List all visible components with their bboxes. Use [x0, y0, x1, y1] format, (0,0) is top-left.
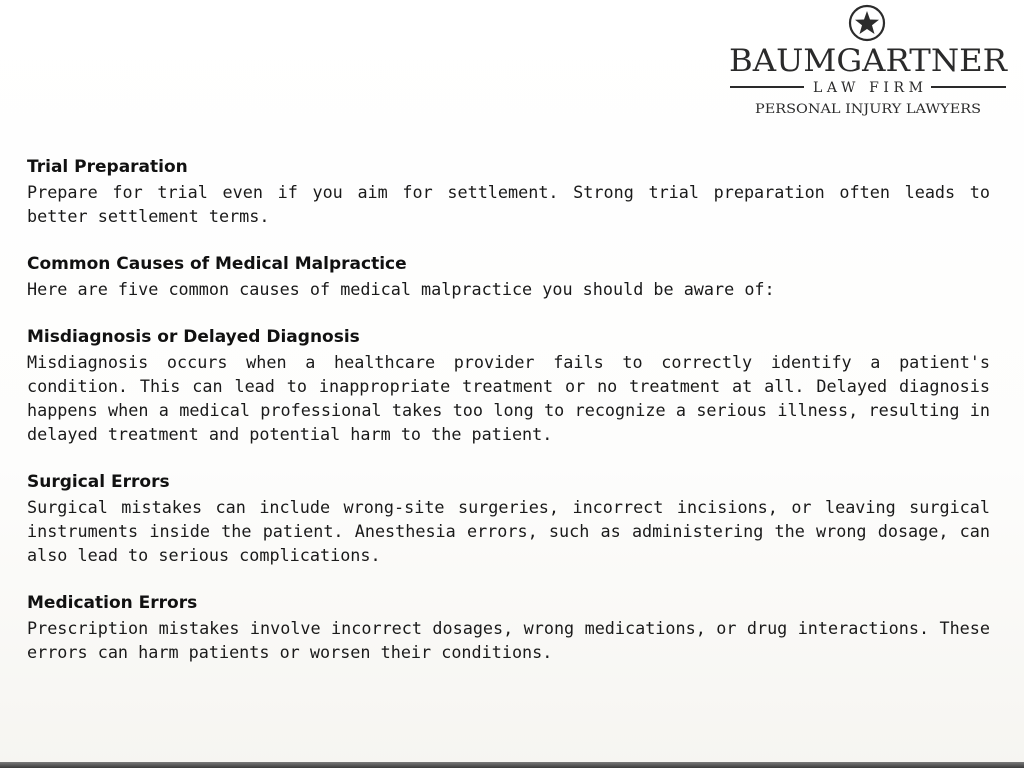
document-content [27, 155, 990, 688]
logo-subtitle: LAW FIRM [813, 80, 923, 96]
logo-tagline: PERSONAL INJURY LAWYERS [755, 102, 981, 117]
star-emblem-icon [850, 6, 884, 40]
section-heading: Medication Errors [27, 593, 198, 613]
section-heading: Surgical Errors [27, 472, 170, 492]
section-body: Misdiagnosis occurs when a healthcare provider fails to correctly identify a patient's condition. This can lead to inappropriate treatment or no treatment at all. Delayed diagnosis happens when a medical professional takes too long to recognize a serious illness, resulting in delayed treatment and potential harm to the patient. [27, 352, 990, 444]
section-misdiagnosis [27, 325, 990, 446]
section-common-causes [27, 252, 990, 301]
section-body: Prepare for trial even if you aim for settlement. Strong trial preparation often leads to better settlement terms. [27, 182, 990, 226]
section-trial-preparation [27, 155, 990, 228]
section-body: Here are five common causes of medical malpractice you should be aware of: [27, 279, 775, 299]
logo-graphic [728, 2, 1010, 120]
section-body: Prescription mistakes involve incorrect dosages, wrong medications, or drug interactions. These errors can harm patients or worsen their conditions. [27, 618, 990, 662]
section-body: Surgical mistakes can include wrong-site surgeries, incorrect incisions, or leaving surgical instruments inside the patient. Anesthesia errors, such as administering the wrong dosage, can also lead to serious complications. [27, 497, 990, 565]
section-surgical-errors [27, 470, 990, 567]
section-medication-errors [27, 591, 990, 664]
section-heading: Common Causes of Medical Malpractice [27, 254, 407, 274]
logo-firm-name: BAUMGARTNER [729, 43, 1009, 79]
bottom-border [0, 762, 1024, 768]
firm-logo [728, 2, 1010, 120]
section-heading: Trial Preparation [27, 157, 188, 177]
section-heading: Misdiagnosis or Delayed Diagnosis [27, 327, 360, 347]
